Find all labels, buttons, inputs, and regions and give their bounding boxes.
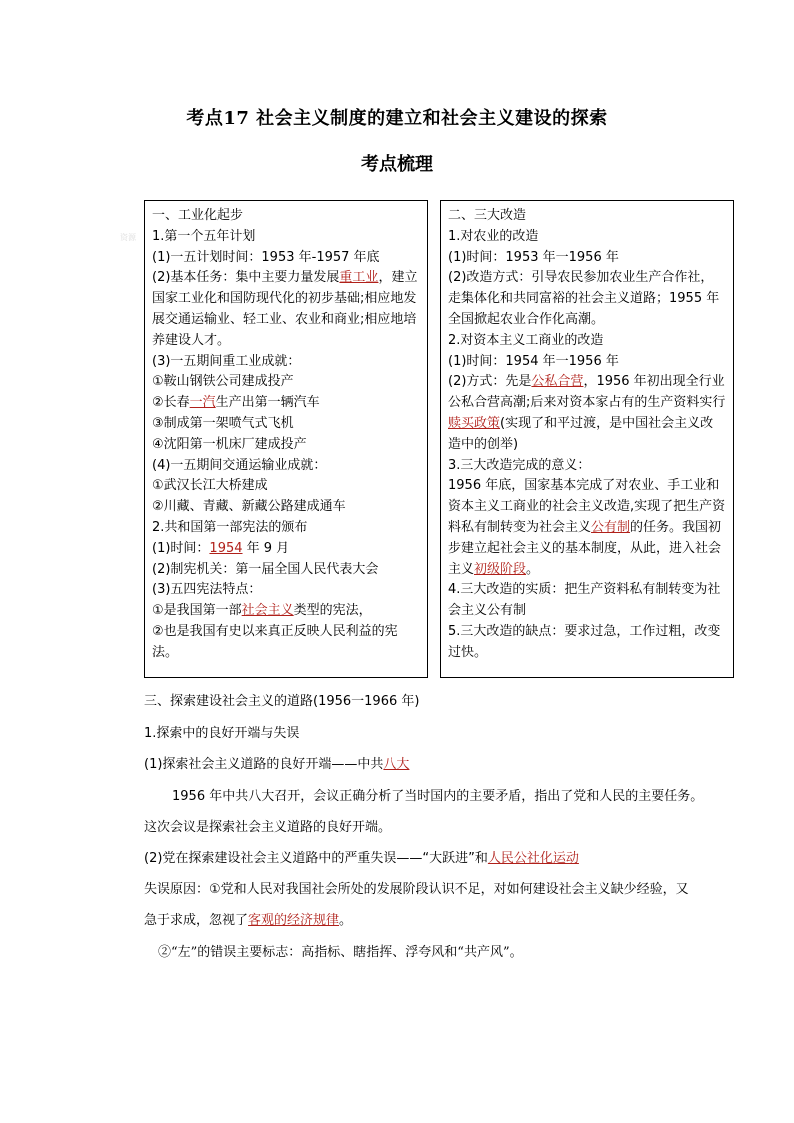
key-term: 1954 bbox=[209, 540, 243, 556]
box-line: (1)时间：1953 年一1956 年 bbox=[448, 249, 619, 265]
box-paragraph: (2)改造方式：引导农民参加农业生产合作社，走集体化和共同富裕的社会主义道路；1955 年全国掀起农业合作化高潮。 bbox=[448, 270, 720, 327]
box-line: ①是我国第一部社会主义类型的宪法， bbox=[152, 603, 372, 619]
box-line: ④沈阳第一机床厂建成投产 bbox=[152, 436, 307, 452]
key-term: 一汽 bbox=[189, 395, 216, 411]
box-line: ①武汉长江大桥建成 bbox=[152, 478, 268, 494]
body-line: (2)党在探索建设社会主义道路中的严重失误——“大跃进”和人民公社化运动 bbox=[144, 851, 579, 866]
section-heading: 三、探索建设社会主义的道路(1956一1966 年) bbox=[144, 694, 420, 709]
box-line: 1.对农业的改造 bbox=[448, 228, 539, 244]
page-title: 考点17 社会主义制度的建立和社会主义建设的探索 bbox=[186, 108, 608, 129]
key-term: 公有制 bbox=[591, 519, 631, 535]
box-line: (1)时间：1954 年 9 月 bbox=[152, 540, 290, 556]
box-paragraph: (2)基本任务：集中主要力量发展重工业，建立国家工业化和国防现代化的初步基础;相应地发展交通运输业、轻工业、农业和商业;相应地培养建设人才。 bbox=[152, 270, 418, 348]
body-line: 急于求成，忽视了客观的经济规律。 bbox=[144, 913, 353, 928]
box-paragraph: (2)方式：先是公私合营，1956 年初出现全行业公私合营高潮;后来对资本家占有的生产资料实行赎买政策(实现了和平过渡，是中国社会主义改造中的创举) bbox=[448, 374, 726, 452]
key-term: 人民公社化运动 bbox=[487, 851, 579, 866]
box-line: ②长春一汽生产出第一辆汽车 bbox=[152, 395, 320, 411]
box-paragraph: 4.三大改造的实质：把生产资料私有制转变为社会主义公有制 bbox=[448, 582, 721, 619]
body-line: 1956 年中共八大召开，会议正确分析了当时国内的主要矛盾，指出了党和人民的主要任务。 bbox=[172, 789, 704, 804]
box-line: 3.三大改造完成的意义： bbox=[448, 457, 591, 473]
box-line: (3)五四宪法特点： bbox=[152, 582, 262, 598]
watermark: 资源 bbox=[120, 233, 136, 242]
key-term: 公私合营 bbox=[531, 374, 584, 390]
box-line: ②也是我国有史以来真正反映人民利益的宪法。 bbox=[152, 623, 398, 660]
box-line: ①鞍山钢铁公司建成投产 bbox=[152, 374, 294, 390]
body-line: ②“左”的错误主要标志：高指标、瞎指挥、浮夸风和“共产风”。 bbox=[158, 945, 523, 960]
box-line: ②川藏、青藏、新藏公路建成通车 bbox=[152, 499, 346, 515]
industrialization-box bbox=[144, 200, 428, 678]
box-line: 2.共和国第一部宪法的颁布 bbox=[152, 519, 308, 535]
box-heading: 一、工业化起步 bbox=[152, 208, 244, 223]
box-line: (4)一五期间交通运输业成就： bbox=[152, 457, 327, 473]
key-term: 重工业 bbox=[339, 270, 379, 286]
body-line: 失误原因：①党和人民对我国社会所处的发展阶段认识不足，对如何建设社会主义缺少经验，又 bbox=[144, 882, 689, 897]
box-paragraph: 5.三大改造的缺点：要求过急，工作过粗，改变过快。 bbox=[448, 623, 721, 660]
box-line: ③制成第一架喷气式飞机 bbox=[152, 415, 294, 431]
box-line: 2.对资本主义工商业的改造 bbox=[448, 332, 604, 348]
key-term: 社会主义 bbox=[241, 603, 294, 619]
box-line: (3)一五期间重工业成就： bbox=[152, 353, 301, 369]
box-line: (1)一五计划时间：1953 年-1957 年底 bbox=[152, 249, 380, 265]
key-term: 八大 bbox=[383, 757, 410, 772]
subsection-heading: 1.探索中的良好开端与失误 bbox=[144, 726, 300, 741]
key-term: 初级阶段 bbox=[474, 561, 527, 577]
box-line: 1.第一个五年计划 bbox=[152, 228, 256, 244]
box-line: (2)制宪机关：第一届全国人民代表大会 bbox=[152, 561, 379, 577]
box-paragraph: 1956 年底，国家基本完成了对农业、手工业和资本主义工商业的社会主义改造,实现了把生产资料私有制转变为社会主义公有制的任务。我国初步建立起社会主义的基本制度，从此，进入社会主义初级阶段。 bbox=[448, 478, 726, 577]
body-line: (1)探索社会主义道路的良好开端——中共八大 bbox=[144, 757, 410, 772]
three-transformations-box bbox=[440, 200, 734, 678]
key-term: 客观的经济规律 bbox=[248, 913, 340, 928]
section-subtitle: 考点梳理 bbox=[361, 154, 433, 175]
body-line: 这次会议是探索社会主义道路的良好开端。 bbox=[144, 820, 392, 835]
box-line: (1)时间：1954 年一1956 年 bbox=[448, 353, 619, 369]
box-heading: 二、三大改造 bbox=[448, 208, 527, 223]
key-term: 赎买政策 bbox=[448, 415, 501, 431]
